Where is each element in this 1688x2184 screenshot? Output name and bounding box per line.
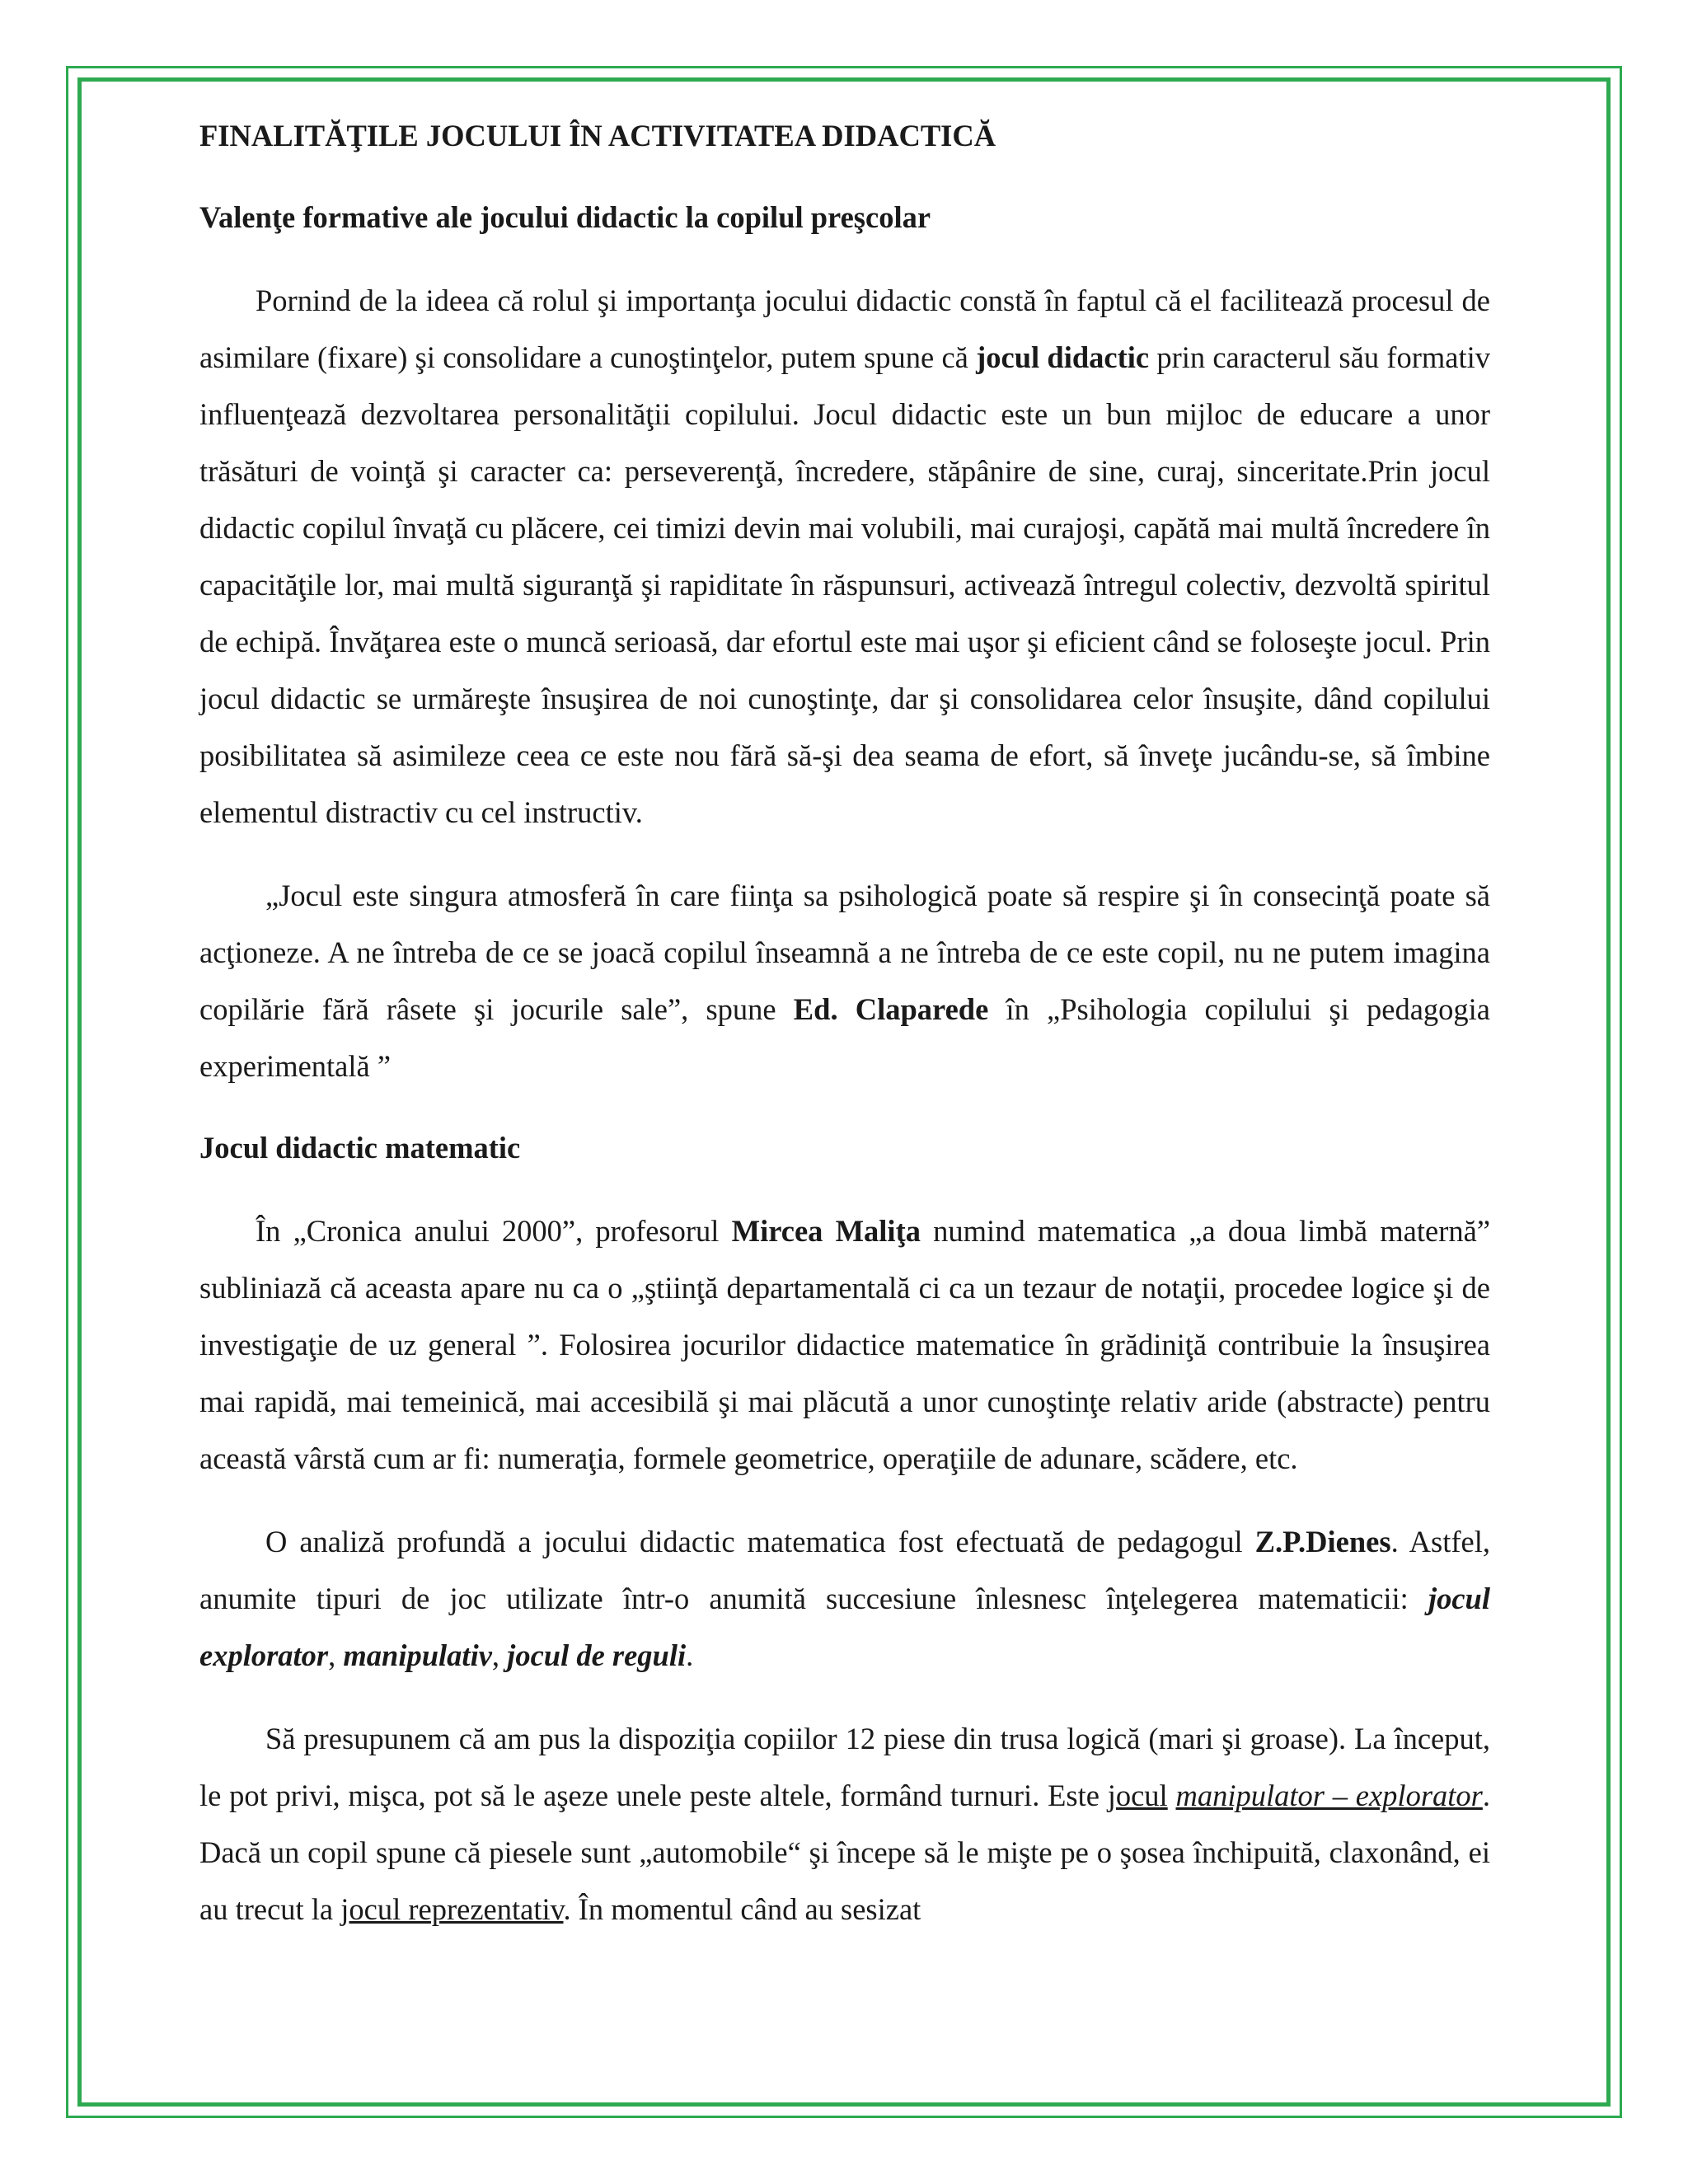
text-run: Pornind de la ideea că rolul şi importanţa jocului didactic constă în faptul că el facilitează procesul de asimilare (fixare) şi consolidare a cunoştinţelor, putem spune că <box>199 284 1490 374</box>
paragraph-malita <box>199 1202 1490 1487</box>
text-run: în „Psihologia copilului şi pedagogia experimentală ” <box>199 992 1491 1083</box>
bold-author-claparede: Ed. Claparede <box>793 992 989 1026</box>
bold-author-malita: Mircea Maliţa <box>731 1214 921 1248</box>
underlined-italic-manipulator-explorator: manipulator – explorator <box>1175 1779 1483 1812</box>
text-run: . Dacă un copil spune că piesele sunt „automobile“ şi începe să le mişte pe o şosea închipuită, claxonând, ei au trecut la <box>199 1779 1490 1926</box>
bold-italic-manipulativ: manipulativ <box>343 1638 492 1672</box>
paragraph-dienes <box>199 1513 1490 1684</box>
section-heading-valente: Valenţe formative ale jocului didactic la copilul preşcolar <box>199 200 931 234</box>
text-run: . În momentul când au sesizat <box>563 1892 921 1926</box>
text-run: O analiză profundă a jocului didactic matematica fost efectuată de pedagogul <box>265 1525 1255 1558</box>
text-run: , <box>328 1638 344 1672</box>
text-run: . Astfel, anumite tipuri de joc utilizate într-o anumită succesiune înlesnesc înţelegerea matematicii: <box>199 1525 1491 1615</box>
text-run: . <box>686 1638 694 1672</box>
text-run: „Jocul este singura atmosferă în care fiinţa sa psihologică poate să respire şi în consecinţă poate să acţioneze. A ne întreba de ce se joacă copilul înseamnă a ne întreba de ce este copil, nu ne putem imagina copilărie fără râsete şi jocurile sale”, spune <box>199 879 1490 1026</box>
underlined-jocul: jocul <box>1107 1779 1168 1812</box>
paragraph-valente-1 <box>199 272 1490 841</box>
bold-term-jocul-didactic: jocul didactic <box>976 340 1150 374</box>
bold-italic-jocul-de-reguli: jocul de reguli <box>507 1638 687 1672</box>
paragraph-trusa-logica <box>199 1710 1490 1938</box>
text-run: , <box>491 1638 508 1672</box>
bold-author-dienes: Z.P.Dienes <box>1254 1525 1391 1558</box>
paragraph-claparede-quote <box>199 867 1490 1094</box>
document-page <box>199 107 1490 1938</box>
text-run: prin caracterul său formativ influenţează dezvoltarea personalităţii copilului. Jocul didactic este un bun mijloc de educare a unor trăsături de voinţă şi caracter ca: perseverenţă, încredere, stăpânire de sine, curaj, sinceritate.Prin jocul didactic copilul învaţă cu plăcere, cei timizi devin mai volubili, mai curajoşi, capătă mai multă încredere în capacităţile lor, mai multă siguranţă şi rapiditate în răspunsuri, activează întregul colectiv, dezvoltă spiritul de echipă. Învăţarea este o muncă serioasă, dar efortul este mai uşor şi eficient când se foloseşte jocul. Prin jocul didactic se urmăreşte însuşirea de noi cunoştinţe, dar şi consolidarea celor însuşite, dând copilului posibilitatea să asimileze ceea ce este nou fără să-şi dea seama de efort, să înveţe jucându-se, să îmbine elementul distractiv cu cel instructiv. <box>199 340 1490 829</box>
text-run: Să presupunem că am pus la dispoziţia copiilor 12 piese din trusa logică (mari şi groase). La început, le pot privi, mişca, pot să le aşeze unele peste altele, formând turnuri. Este <box>199 1722 1490 1812</box>
underlined-jocul-reprezentativ: jocul reprezentativ <box>340 1892 564 1926</box>
text-run: numind matematica „a doua limbă maternă” subliniază că aceasta apare nu ca o „ştiinţă departamentală ci ca un tezaur de notaţii, procedee logice şi de investigaţie de uz general ”. Folosirea jocurilor didactice matematice în grădiniţă contribuie la însuşirea mai rapidă, mai temeinică, mai accesibilă şi mai plăcută a unor cunoştinţe relativ aride (abstracte) pentru această vârstă cum ar fi: numeraţia, formele geometrice, operaţiile de adunare, scădere, etc. <box>199 1214 1491 1475</box>
document-title: FINALITĂŢILE JOCULUI ÎN ACTIVITATEA DIDACTICĂ <box>199 119 996 152</box>
bold-italic-jocul-explorator: jocul explorator <box>199 1582 1490 1672</box>
section-heading-joc-matematic: Jocul didactic matematic <box>199 1131 521 1165</box>
text-run: În „Cronica anului 2000”, profesorul <box>256 1214 732 1248</box>
